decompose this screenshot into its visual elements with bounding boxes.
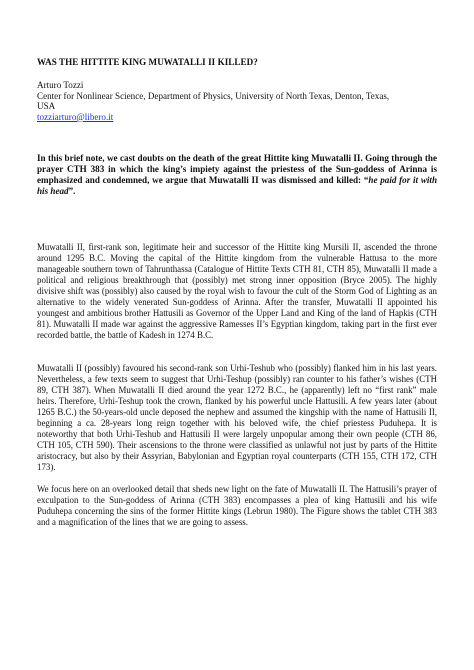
abstract-quote: he paid for it with his head: [37, 174, 438, 196]
paper-title: WAS THE HITTITE KING MUWATALLI II KILLED?: [37, 57, 258, 67]
abstract-text: In this brief note, we cast doubts on the death of the great Hittite king Muwatalli II. Going through the prayer CTH 383 in which the king’s impiety against the priestess of the Sun-goddess of Arinna is emphasized and condemned, we argue that Muwatalli II was dismissed and killed: “: [37, 153, 437, 185]
author-name: Arturo Tozzi: [37, 80, 84, 90]
author-country: USA: [37, 101, 56, 112]
body-paragraph-2: Muwatalli II (possibly) favoured his second-rank son Urhi-Teshub who (possibly) flanked him in his last years. Nevertheless, a few texts seem to suggest that Urhi-Teshup (possibly) ran counter to his father’s wishes (CTH 89, CTH 387). When Muwatalli II died around the year 1272 B.C., he (apparently) left no “first rank” male heirs. Therefore, Urhi-Teshup took the crown, flanked by his powerful uncle Hattusili. A few years later (about 1265 B.C.) the 50-years-old uncle deposed the nephew and assumed the kingship with the name of Hattusili II, beginning a ca. 28-years long reign together with his beloved wife, the chief priestess Puduhepa. It is noteworthy that both Urhi-Teshub and Hattusili II were largely unpopular among their own people (CTH 86, CTH 105, CTH 590). Their ascensions to the throne were classified as unlawful not just by parts of the Hittite aristocracy, but also by their Assyrian, Babylonian and Egyptian royal counterparts (CTH 155, CTH 172, CTH 173).: [37, 363, 437, 472]
abstract: [37, 153, 437, 197]
body-paragraph-1: Muwatalli II, first-rank son, legitimate heir and successor of the Hittite king Mursili II, ascended the throne around 1295 B.C. Moving the capital of the Hittite kingdom from the vulnerable Hattusa to the more manageable southern town of Tahrunthassa (Catalogue of Hittite Texts CTH 81, CTH 85), Muwatalli II made a political and religious breakthrough that (possibly) met strong inner opposition (Bryce 2005). The highly divisive shift was (possibly) also caused by the royal wish to favour the cult of the Storm God of Lighting as an alternative to the widely venerated Sun-goddess of Arinna. After the transfer, Muwatalli II appointed his youngest and ambitious brother Hattusili as Governor of the Upper Land and King of the land of Hapkis (CTH 81). Muwatalli II made war against the aggressive Ramesses II’s Egyptian kingdom, taking part in the first ever recorded battle, the battle of Kadesh in 1274 B.C.: [37, 242, 437, 340]
body-paragraph-3: We focus here on an overlooked detail that sheds new light on the fate of Muwatalli II. The Hattusili’s prayer of exculpation to the Sun-goddess of Arinna (CTH 383) encompasses a plea of king Hattusili and his wife Puduhepa concerning the sins of the former Hittite kings (Lebrun 1980). The Figure shows the tablet CTH 383 and a magnification of the lines that we are going to assess.: [37, 484, 437, 527]
abstract-end: ”.: [68, 185, 76, 196]
author-email-link[interactable]: tozziarturo@libero.it: [37, 111, 114, 122]
author-affiliation: Center for Nonlinear Science, Department of Physics, University of North Texas, Denton, Texas,: [37, 90, 390, 101]
author-block: [37, 80, 437, 122]
